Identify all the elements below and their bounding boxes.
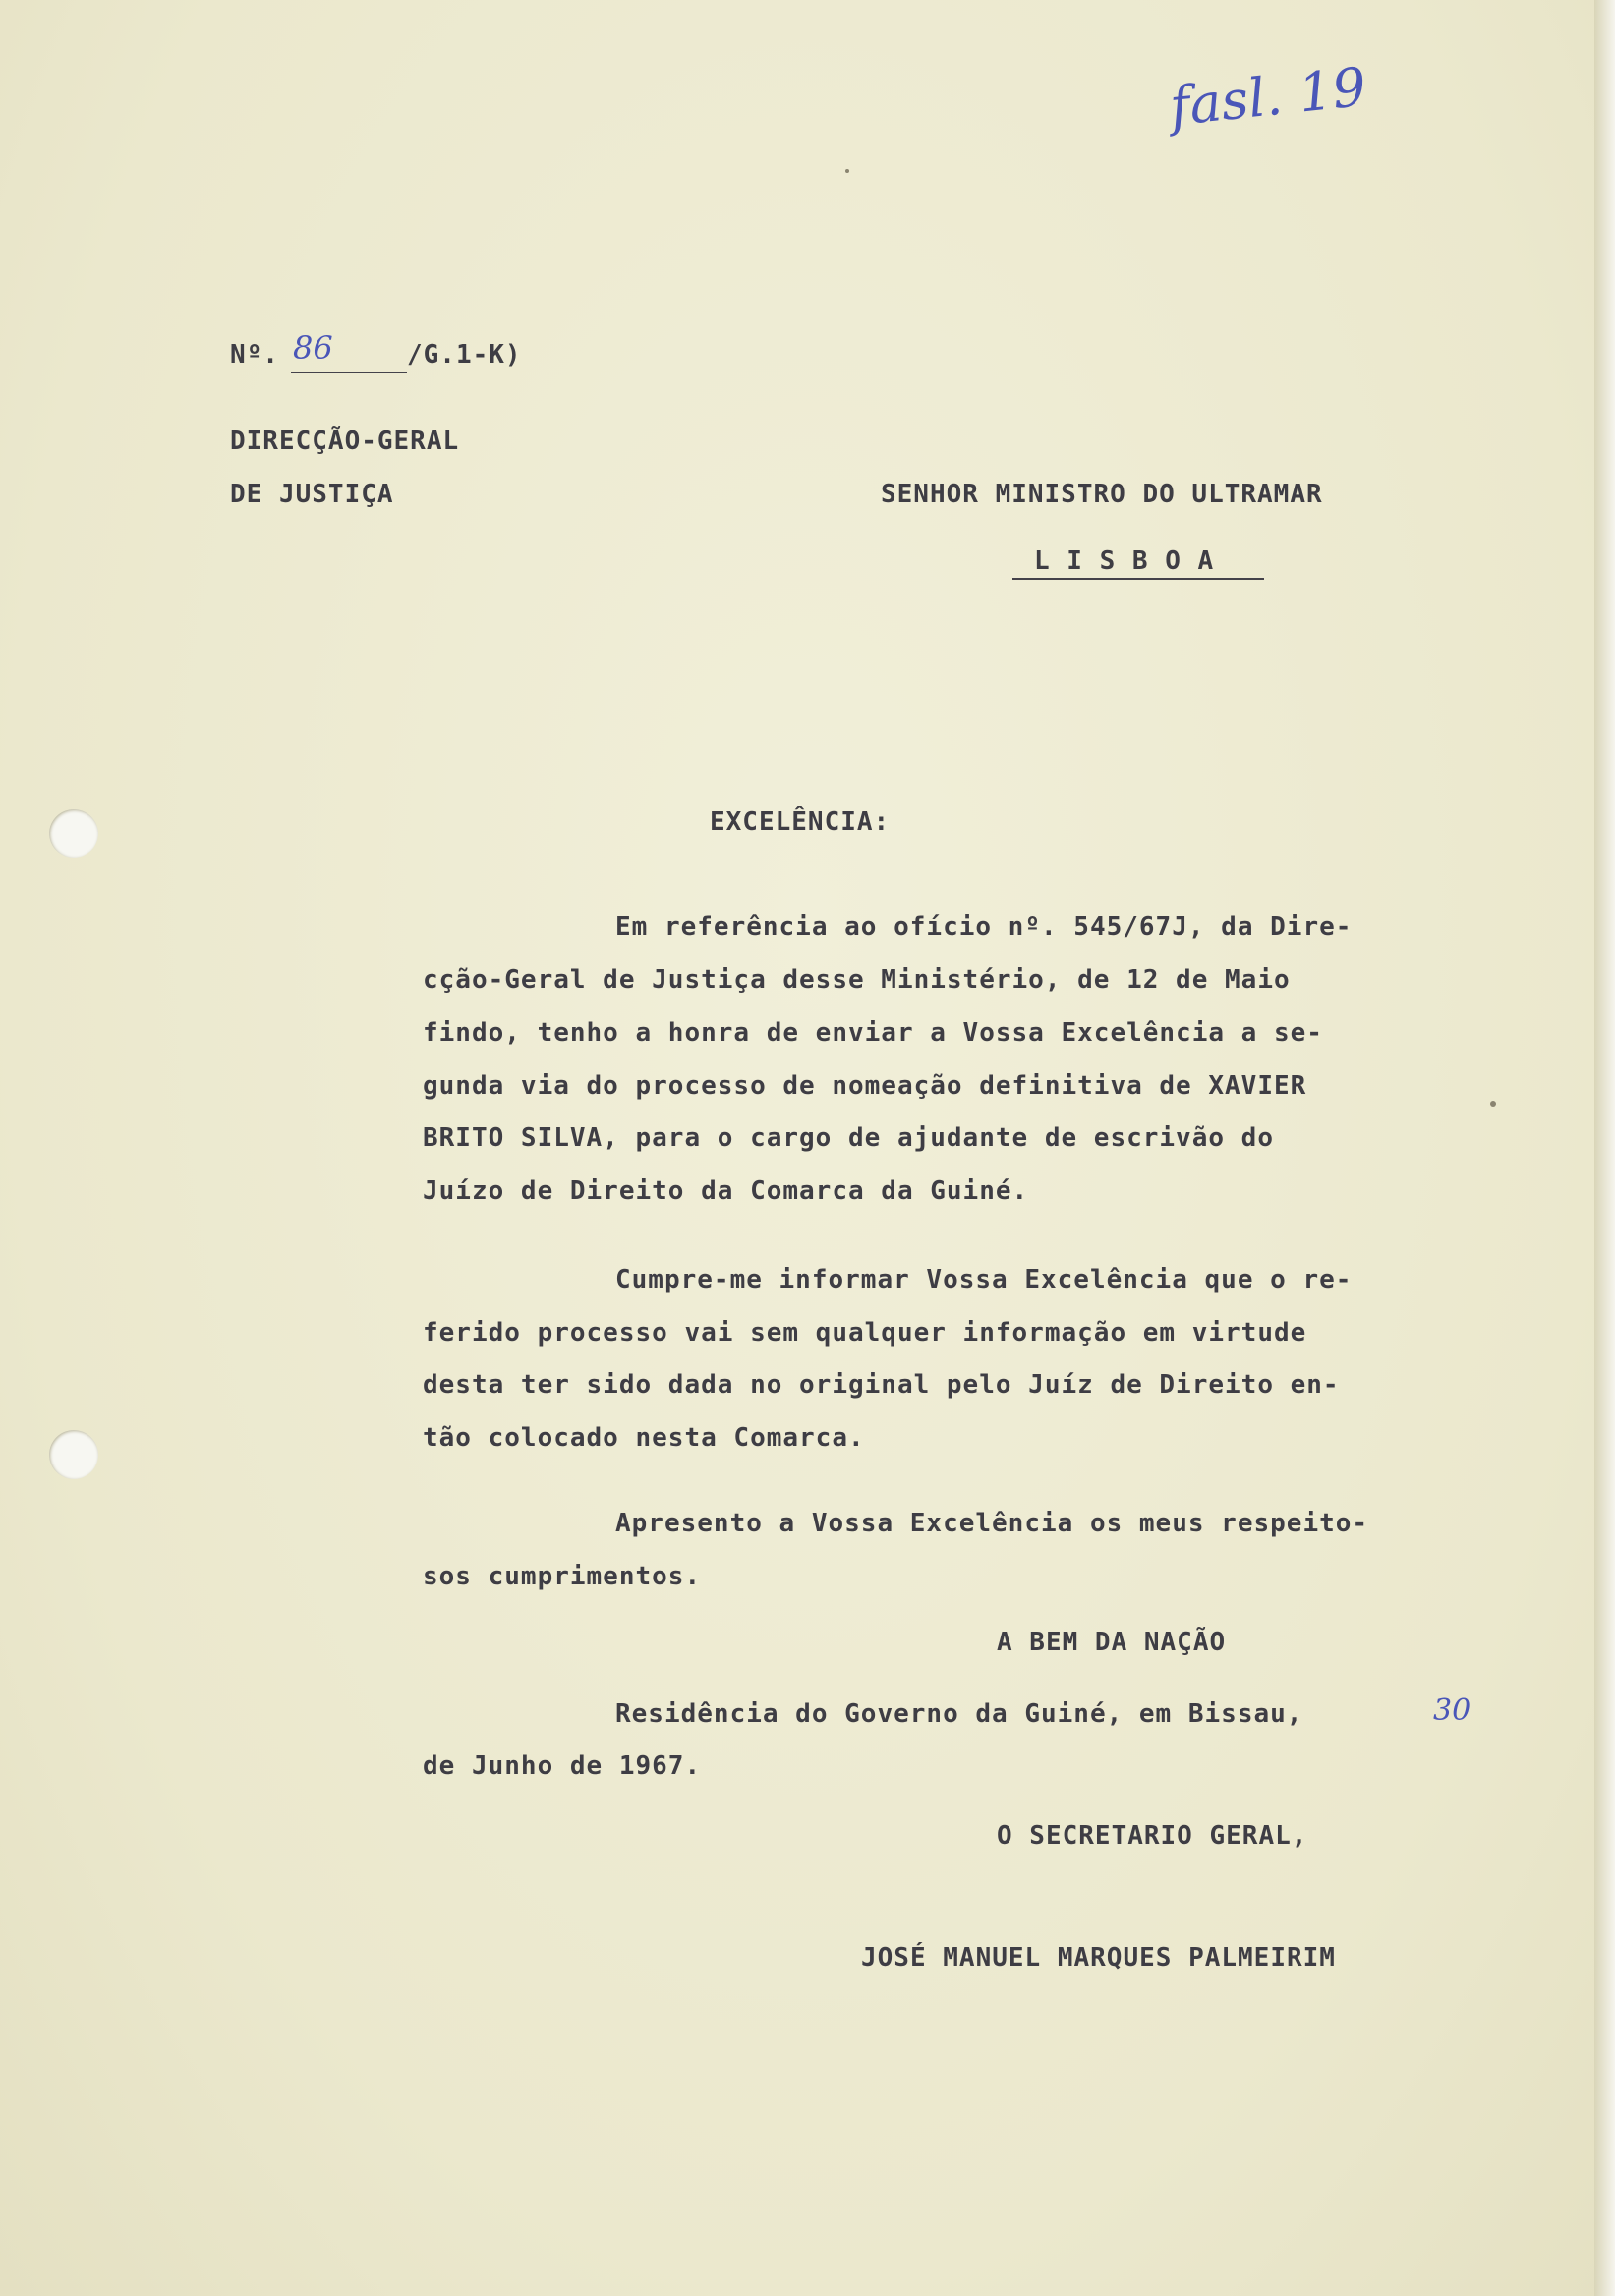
- place-date-line-1: Residência do Governo da Guiné, em Bissau,: [615, 1699, 1303, 1729]
- ink-speck: [1490, 1101, 1496, 1107]
- closing-formula: A BEM DA NAÇÃO: [997, 1628, 1227, 1657]
- paragraph-3-line: sos cumprimentos.: [423, 1562, 702, 1591]
- punch-hole: [49, 809, 98, 858]
- place-date-line-2: de Junho de 1967.: [423, 1751, 702, 1781]
- signatory-name: JOSÉ MANUEL MARQUES PALMEIRIM: [861, 1943, 1336, 1973]
- paragraph-2-line: Cumpre-me informar Vossa Excelência que o re-: [615, 1265, 1353, 1294]
- city-underline: [1012, 578, 1264, 580]
- paragraph-2-line: tão colocado nesta Comarca.: [423, 1423, 865, 1453]
- paragraph-1-line: cção-Geral de Justiça desse Ministério, de 12 de Maio: [423, 965, 1291, 995]
- handwritten-document-number: 86: [293, 329, 333, 367]
- paragraph-1-line: gunda via do processo de nomeação definitiva de XAVIER: [423, 1071, 1307, 1101]
- office-line-2: DE JUSTIÇA: [230, 480, 394, 509]
- ink-speck: [845, 169, 849, 173]
- paragraph-1-line: findo, tenho a honra de enviar a Vossa Excelência a se-: [423, 1018, 1323, 1048]
- paragraph-1-line: Juízo de Direito da Comarca da Guiné.: [423, 1177, 1029, 1206]
- office-line-1: DIRECÇÃO-GERAL: [230, 427, 460, 456]
- number-prefix: Nº.: [230, 340, 279, 370]
- punch-hole: [49, 1430, 98, 1479]
- recipient-city: L I S B O A: [1034, 546, 1215, 576]
- recipient-title: SENHOR MINISTRO DO ULTRAMAR: [881, 480, 1323, 509]
- page-edge: [1594, 0, 1615, 2296]
- handwritten-folder-note: fasl. 19: [1167, 55, 1369, 139]
- handwritten-day: 30: [1433, 1693, 1471, 1728]
- paragraph-1-line: BRITO SILVA, para o cargo de ajudante de escrivão do: [423, 1123, 1274, 1153]
- paragraph-2-line: ferido processo vai sem qualquer informação em virtude: [423, 1318, 1307, 1348]
- paragraph-3-line: Apresento a Vossa Excelência os meus respeito-: [615, 1509, 1369, 1538]
- signatory-title: O SECRETARIO GERAL,: [997, 1821, 1308, 1851]
- salutation: EXCELÊNCIA:: [710, 807, 891, 836]
- number-blank-line: [291, 372, 407, 373]
- paragraph-2-line: desta ter sido dada no original pelo Juíz de Direito en-: [423, 1370, 1340, 1400]
- number-suffix: /G.1-K): [407, 340, 522, 370]
- paragraph-1-line: Em referência ao ofício nº. 545/67J, da Dire-: [615, 912, 1353, 942]
